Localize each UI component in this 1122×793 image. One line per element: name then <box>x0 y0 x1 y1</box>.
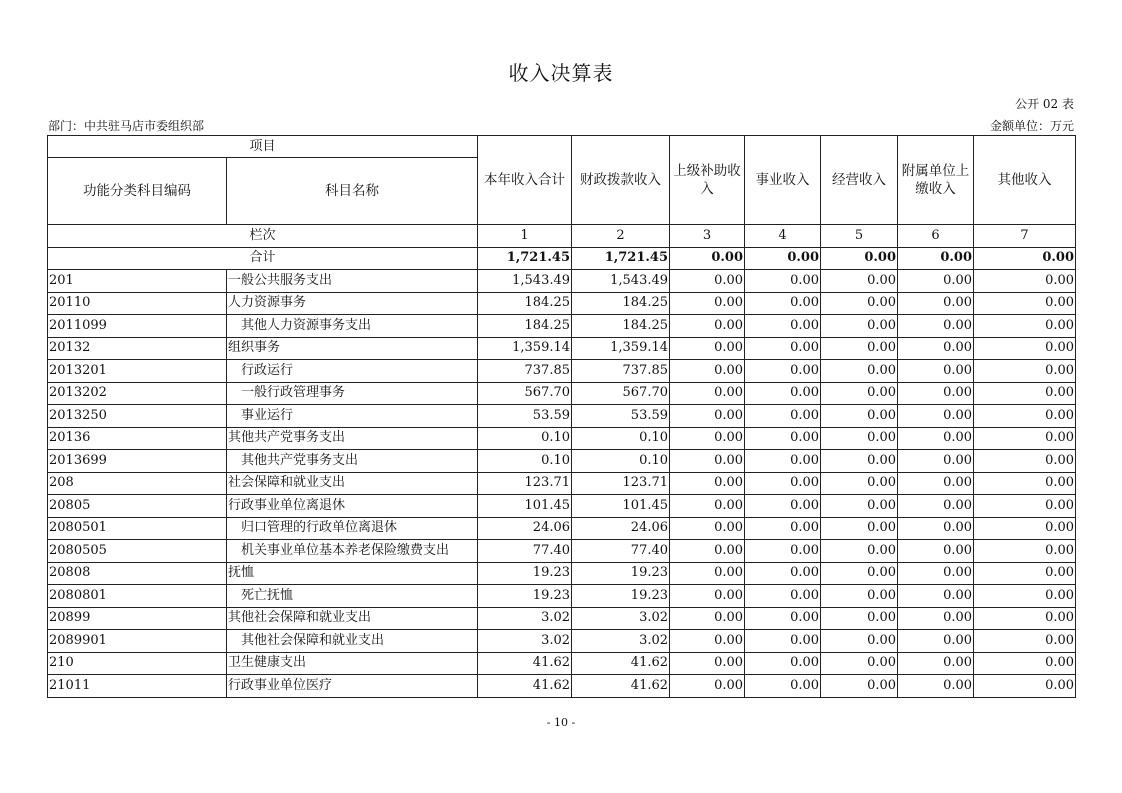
row-value: 0.00 <box>670 562 745 585</box>
row-value: 0.00 <box>745 495 821 518</box>
total-value: 0.00 <box>821 247 898 270</box>
row-value: 19.23 <box>572 562 670 585</box>
row-value: 1,543.49 <box>478 270 572 293</box>
row-value: 0.00 <box>898 427 974 450</box>
row-value: 0.00 <box>821 427 898 450</box>
project-header: 项目 <box>48 136 478 158</box>
col-header-other-income: 其他收入 <box>974 136 1076 225</box>
row-value: 0.00 <box>974 360 1076 383</box>
row-value: 101.45 <box>572 495 670 518</box>
row-value: 567.70 <box>572 382 670 405</box>
lanci-label: 栏次 <box>48 225 478 248</box>
row-name: 死亡抚恤 <box>227 585 478 608</box>
row-value: 77.40 <box>572 540 670 563</box>
table-row <box>48 315 1076 338</box>
column-number-row <box>48 225 1076 248</box>
row-value: 0.00 <box>670 607 745 630</box>
row-value: 0.00 <box>974 675 1076 698</box>
row-value: 0.00 <box>745 540 821 563</box>
row-value: 0.00 <box>898 315 974 338</box>
row-value: 0.00 <box>745 337 821 360</box>
row-value: 0.00 <box>974 450 1076 473</box>
table-row <box>48 405 1076 428</box>
row-value: 0.00 <box>898 450 974 473</box>
row-code: 2080505 <box>48 540 227 563</box>
row-value: 0.00 <box>745 360 821 383</box>
row-name: 组织事务 <box>227 337 478 360</box>
row-name: 抚恤 <box>227 562 478 585</box>
row-value: 0.00 <box>974 382 1076 405</box>
row-code: 20805 <box>48 495 227 518</box>
row-value: 737.85 <box>478 360 572 383</box>
row-value: 0.10 <box>478 450 572 473</box>
row-value: 0.00 <box>745 652 821 675</box>
row-value: 41.62 <box>478 652 572 675</box>
total-label: 合计 <box>48 247 478 270</box>
row-value: 0.00 <box>821 630 898 653</box>
col-number: 5 <box>821 225 898 248</box>
row-code: 2013250 <box>48 405 227 428</box>
row-value: 0.00 <box>898 472 974 495</box>
table-row <box>48 495 1076 518</box>
row-value: 77.40 <box>478 540 572 563</box>
department-label: 部门：中共驻马店市委组织部 <box>48 119 205 133</box>
row-value: 0.00 <box>745 270 821 293</box>
row-value: 0.00 <box>670 337 745 360</box>
table-row <box>48 337 1076 360</box>
row-value: 0.00 <box>745 517 821 540</box>
row-value: 0.00 <box>821 562 898 585</box>
col-number: 6 <box>898 225 974 248</box>
total-value: 0.00 <box>670 247 745 270</box>
row-value: 0.00 <box>898 292 974 315</box>
row-value: 0.00 <box>821 405 898 428</box>
row-value: 0.00 <box>898 360 974 383</box>
total-value: 1,721.45 <box>478 247 572 270</box>
row-value: 53.59 <box>572 405 670 428</box>
row-value: 0.00 <box>745 427 821 450</box>
row-value: 184.25 <box>478 315 572 338</box>
row-value: 1,359.14 <box>478 337 572 360</box>
row-name: 其他社会保障和就业支出 <box>227 630 478 653</box>
table-row <box>48 360 1076 383</box>
row-value: 41.62 <box>572 652 670 675</box>
row-value: 0.00 <box>670 427 745 450</box>
row-value: 41.62 <box>572 675 670 698</box>
col-header-superior-subsidy: 上级补助收入 <box>670 136 745 225</box>
row-value: 0.00 <box>898 562 974 585</box>
row-value: 184.25 <box>572 315 670 338</box>
row-value: 0.00 <box>670 450 745 473</box>
table-row <box>48 450 1076 473</box>
row-value: 0.00 <box>974 405 1076 428</box>
row-value: 0.00 <box>898 630 974 653</box>
row-value: 0.00 <box>821 675 898 698</box>
row-value: 0.00 <box>745 562 821 585</box>
table-row <box>48 517 1076 540</box>
row-value: 0.00 <box>745 450 821 473</box>
row-value: 0.00 <box>670 675 745 698</box>
row-value: 19.23 <box>478 562 572 585</box>
table-row <box>48 472 1076 495</box>
col-header-fiscal-income: 财政拨款收入 <box>572 136 670 225</box>
row-value: 0.00 <box>670 405 745 428</box>
row-name: 其他人力资源事务支出 <box>227 315 478 338</box>
table-row <box>48 652 1076 675</box>
row-value: 0.00 <box>898 337 974 360</box>
row-value: 0.00 <box>821 540 898 563</box>
row-value: 0.00 <box>745 630 821 653</box>
row-name: 机关事业单位基本养老保险缴费支出 <box>227 540 478 563</box>
row-value: 0.00 <box>670 540 745 563</box>
row-value: 0.00 <box>745 675 821 698</box>
report-title: 收入决算表 <box>508 61 614 85</box>
row-code: 20808 <box>48 562 227 585</box>
row-value: 3.02 <box>572 630 670 653</box>
col-header-total-income: 本年收入合计 <box>478 136 572 225</box>
row-value: 567.70 <box>478 382 572 405</box>
row-value: 0.00 <box>670 270 745 293</box>
row-value: 0.00 <box>821 360 898 383</box>
row-code: 2080801 <box>48 585 227 608</box>
total-value: 1,721.45 <box>572 247 670 270</box>
row-code: 2089901 <box>48 630 227 653</box>
row-value: 0.00 <box>974 315 1076 338</box>
row-code: 2011099 <box>48 315 227 338</box>
table-row <box>48 630 1076 653</box>
row-value: 0.00 <box>898 540 974 563</box>
row-value: 19.23 <box>478 585 572 608</box>
row-value: 0.00 <box>898 675 974 698</box>
row-code: 210 <box>48 652 227 675</box>
col-number: 3 <box>670 225 745 248</box>
row-value: 0.00 <box>898 652 974 675</box>
row-value: 0.00 <box>974 270 1076 293</box>
row-value: 184.25 <box>572 292 670 315</box>
row-value: 123.71 <box>572 472 670 495</box>
row-name: 行政事业单位医疗 <box>227 675 478 698</box>
row-value: 184.25 <box>478 292 572 315</box>
row-name: 一般行政管理事务 <box>227 382 478 405</box>
row-value: 0.00 <box>670 585 745 608</box>
row-value: 0.00 <box>821 270 898 293</box>
table-row <box>48 562 1076 585</box>
row-value: 0.00 <box>974 337 1076 360</box>
row-value: 0.00 <box>821 315 898 338</box>
table-row <box>48 382 1076 405</box>
row-value: 0.00 <box>821 607 898 630</box>
row-name: 行政事业单位离退休 <box>227 495 478 518</box>
row-value: 0.10 <box>572 427 670 450</box>
name-header: 科目名称 <box>227 158 478 225</box>
row-name: 其他共产党事务支出 <box>227 450 478 473</box>
row-value: 0.00 <box>670 315 745 338</box>
row-value: 0.00 <box>821 652 898 675</box>
row-value: 0.00 <box>745 292 821 315</box>
row-code: 20136 <box>48 427 227 450</box>
row-value: 0.00 <box>974 652 1076 675</box>
row-code: 2080501 <box>48 517 227 540</box>
row-name: 一般公共服务支出 <box>227 270 478 293</box>
code-header: 功能分类科目编码 <box>48 158 227 225</box>
col-number: 4 <box>745 225 821 248</box>
row-value: 0.10 <box>478 427 572 450</box>
table-row <box>48 427 1076 450</box>
row-value: 0.00 <box>974 495 1076 518</box>
row-value: 0.00 <box>974 517 1076 540</box>
row-value: 737.85 <box>572 360 670 383</box>
row-name: 行政运行 <box>227 360 478 383</box>
row-value: 0.00 <box>745 607 821 630</box>
table-row <box>48 292 1076 315</box>
row-code: 2013201 <box>48 360 227 383</box>
col-number: 1 <box>478 225 572 248</box>
total-value: 0.00 <box>898 247 974 270</box>
row-value: 0.00 <box>974 607 1076 630</box>
row-value: 1,359.14 <box>572 337 670 360</box>
row-value: 0.00 <box>670 495 745 518</box>
row-value: 0.00 <box>745 472 821 495</box>
row-value: 0.00 <box>670 517 745 540</box>
row-name: 事业运行 <box>227 405 478 428</box>
row-value: 0.00 <box>821 517 898 540</box>
row-value: 123.71 <box>478 472 572 495</box>
col-header-affiliated-income: 附属单位上缴收入 <box>898 136 974 225</box>
row-value: 3.02 <box>478 607 572 630</box>
row-code: 208 <box>48 472 227 495</box>
row-code: 20132 <box>48 337 227 360</box>
row-value: 0.10 <box>572 450 670 473</box>
row-value: 0.00 <box>974 630 1076 653</box>
row-value: 24.06 <box>572 517 670 540</box>
row-value: 0.00 <box>821 337 898 360</box>
table-row <box>48 270 1076 293</box>
row-name: 人力资源事务 <box>227 292 478 315</box>
row-value: 0.00 <box>898 495 974 518</box>
row-name: 其他共产党事务支出 <box>227 427 478 450</box>
income-table <box>47 135 1076 698</box>
row-value: 0.00 <box>670 652 745 675</box>
row-value: 0.00 <box>821 292 898 315</box>
row-value: 41.62 <box>478 675 572 698</box>
row-value: 0.00 <box>821 585 898 608</box>
table-row <box>48 585 1076 608</box>
row-value: 0.00 <box>974 427 1076 450</box>
total-row <box>48 247 1076 270</box>
row-value: 1,543.49 <box>572 270 670 293</box>
header-row-1 <box>48 136 1076 158</box>
row-value: 101.45 <box>478 495 572 518</box>
row-value: 24.06 <box>478 517 572 540</box>
table-row <box>48 540 1076 563</box>
row-value: 0.00 <box>974 585 1076 608</box>
row-value: 0.00 <box>745 405 821 428</box>
row-value: 0.00 <box>670 360 745 383</box>
row-value: 0.00 <box>745 315 821 338</box>
row-value: 19.23 <box>572 585 670 608</box>
row-value: 0.00 <box>745 382 821 405</box>
row-value: 0.00 <box>974 562 1076 585</box>
form-number: 公开 02 表 <box>1015 97 1074 111</box>
row-value: 0.00 <box>898 517 974 540</box>
row-value: 0.00 <box>670 472 745 495</box>
row-code: 2013202 <box>48 382 227 405</box>
row-value: 0.00 <box>898 585 974 608</box>
row-name: 其他社会保障和就业支出 <box>227 607 478 630</box>
row-value: 0.00 <box>898 405 974 428</box>
row-value: 0.00 <box>898 607 974 630</box>
row-name: 归口管理的行政单位离退休 <box>227 517 478 540</box>
row-value: 0.00 <box>898 382 974 405</box>
row-value: 0.00 <box>821 472 898 495</box>
row-code: 21011 <box>48 675 227 698</box>
col-number: 2 <box>572 225 670 248</box>
row-value: 3.02 <box>572 607 670 630</box>
row-value: 0.00 <box>670 292 745 315</box>
table-row <box>48 675 1076 698</box>
row-value: 0.00 <box>821 382 898 405</box>
row-value: 0.00 <box>821 495 898 518</box>
row-value: 0.00 <box>745 585 821 608</box>
page-number: - 10 - <box>546 716 576 729</box>
row-value: 0.00 <box>670 630 745 653</box>
col-header-operating-income: 经营收入 <box>821 136 898 225</box>
total-value: 0.00 <box>745 247 821 270</box>
row-name: 社会保障和就业支出 <box>227 472 478 495</box>
row-value: 53.59 <box>478 405 572 428</box>
col-number: 7 <box>974 225 1076 248</box>
row-code: 201 <box>48 270 227 293</box>
table-body <box>48 136 1076 698</box>
row-code: 20899 <box>48 607 227 630</box>
table-row <box>48 607 1076 630</box>
row-name: 卫生健康支出 <box>227 652 478 675</box>
row-value: 0.00 <box>974 540 1076 563</box>
row-code: 2013699 <box>48 450 227 473</box>
row-value: 0.00 <box>898 270 974 293</box>
row-value: 0.00 <box>670 382 745 405</box>
row-value: 0.00 <box>974 472 1076 495</box>
row-code: 20110 <box>48 292 227 315</box>
total-value: 0.00 <box>974 247 1076 270</box>
row-value: 0.00 <box>821 450 898 473</box>
col-header-business-income: 事业收入 <box>745 136 821 225</box>
amount-unit-label: 金额单位：万元 <box>989 119 1074 133</box>
row-value: 0.00 <box>974 292 1076 315</box>
row-value: 3.02 <box>478 630 572 653</box>
